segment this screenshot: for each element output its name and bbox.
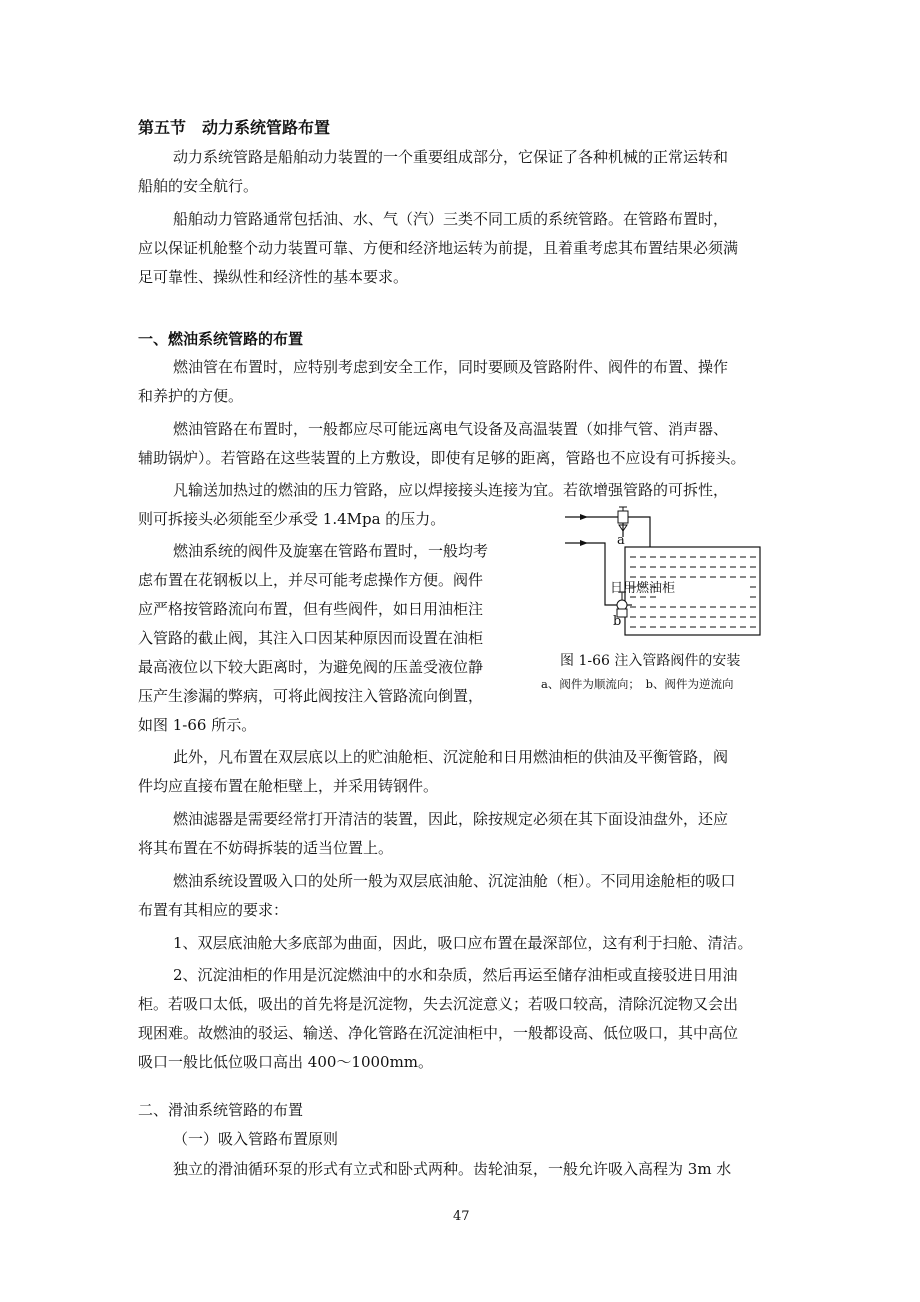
paragraph-line: 应以保证机舱整个动力装置可靠、方便和经济地运转为前提，且着重考虑其布置结果必须满: [138, 239, 739, 257]
paragraph-line: 则可拆接头必须能至少承受 1.4Mpa 的压力。: [138, 510, 446, 528]
paragraph-line: 动力系统管路是船舶动力装置的一个重要组成部分，它保证了各种机械的正常运转和: [173, 148, 729, 166]
paragraph-line: 现困难。故燃油的驳运、输送、净化管路在沉淀油柜中，一般都设高、低位吸口，其中高位: [138, 1024, 739, 1042]
paragraph-line: 应严格按管路流向布置，但有些阀件，如日用油柜注: [138, 600, 484, 618]
figure-label-a: a: [617, 533, 625, 548]
paragraph-line: 如图 1-66 所示。: [138, 716, 257, 734]
paragraph-line: 最高液位以下较大距离时，为避免阀的压盖受液位静: [138, 658, 484, 676]
arrow-a: [580, 514, 588, 520]
paragraph-line: 1、双层底油舱大多底部为曲面，因此，吸口应布置在最深部位，这有利于扫舱、清洁。: [173, 934, 753, 952]
paragraph-line: 将其布置在不妨碍拆装的适当位置上。: [138, 839, 394, 857]
paragraph-line: 船舶的安全航行。: [138, 177, 259, 195]
figure-label-b: b: [613, 614, 622, 629]
paragraph-line: 足可靠性、操纵性和经济性的基本要求。: [138, 268, 409, 286]
heading-fuel: 一、燃油系统管路的布置: [138, 330, 304, 348]
paragraph-line: 2、沉淀油柜的作用是沉淀燃油中的水和杂质，然后再运至储存油柜或直接驳进日用油: [173, 966, 738, 984]
heading-lube: 二、滑油系统管路的布置: [138, 1101, 304, 1119]
paragraph-line: 吸口一般比低位吸口高出 400～1000mm。: [138, 1053, 434, 1071]
paragraph-line: 柜。若吸口太低，吸出的首先将是沉淀物，失去沉淀意义；若吸口较高，清除沉淀物又会出: [138, 995, 739, 1013]
paragraph-line: 入管路的截止阀，其注入口因某种原因而设置在油柜: [138, 629, 484, 647]
paragraph-line: 辅助锅炉）。若管路在这些装置的上方敷设，即使有足够的距离，管路也不应设有可拆接头。: [138, 449, 746, 467]
paragraph-line: 和养护的方便。: [138, 387, 244, 405]
paragraph-line: 虑布置在花钢板以上，并尽可能考虑操作方便。阀件: [138, 571, 484, 589]
paragraph-line: 燃油滤器是需要经常打开清洁的装置，因此，除按规定必须在其下面设油盘外，还应: [173, 810, 729, 828]
figure-subcaption: a、阀件为顺流向； b、阀件为逆流向: [541, 677, 734, 691]
paragraph-line: 凡输送加热过的燃油的压力管路，应以焊接接头连接为宜。若欲增强管路的可拆性，: [173, 481, 729, 499]
figure-valve-diagram: [560, 505, 770, 640]
page-number: 47: [453, 1209, 470, 1224]
paragraph-line: 压产生渗漏的弊病，可将此阀按注入管路流向倒置，: [138, 687, 484, 705]
paragraph-line: 燃油系统设置吸入口的处所一般为双层底油舱、沉淀油舱（柜）。不同用途舱柜的吸口: [173, 872, 736, 890]
paragraph-line: 燃油管在布置时，应特别考虑到安全工作，同时要顾及管路附件、阀件的布置、操作: [173, 358, 729, 376]
paragraph-line: 燃油系统的阀件及旋塞在管路布置时，一般均考: [173, 542, 489, 560]
paragraph-line: 布置有其相应的要求：: [138, 901, 289, 919]
tank-label: 日用燃油柜: [610, 581, 676, 596]
paragraph-line: 船舶动力管路通常包括油、水、气（汽）三类不同工质的系统管路。在管路布置时，: [173, 210, 729, 228]
heading-lube-sub: （一）吸入管路布置原则: [173, 1130, 339, 1148]
section-title: 第五节 动力系统管路布置: [138, 118, 331, 137]
arrow-b: [580, 540, 588, 546]
paragraph-line: 此外，凡布置在双层底以上的贮油舱柜、沉淀舱和日用燃油柜的供油及平衡管路，阀: [173, 748, 729, 766]
figure-caption: 图 1-66 注入管路阀件的安装: [560, 653, 741, 669]
paragraph-line: 件均应直接布置在舱柜壁上，并采用铸钢件。: [138, 777, 439, 795]
paragraph-line: 独立的滑油循环泵的形式有立式和卧式两种。齿轮油泵，一般允许吸入高程为 3m 水: [173, 1160, 732, 1178]
paragraph-line: 燃油管路在布置时，一般都应尽可能远离电气设备及高温装置（如排气管、消声器、: [173, 420, 729, 438]
